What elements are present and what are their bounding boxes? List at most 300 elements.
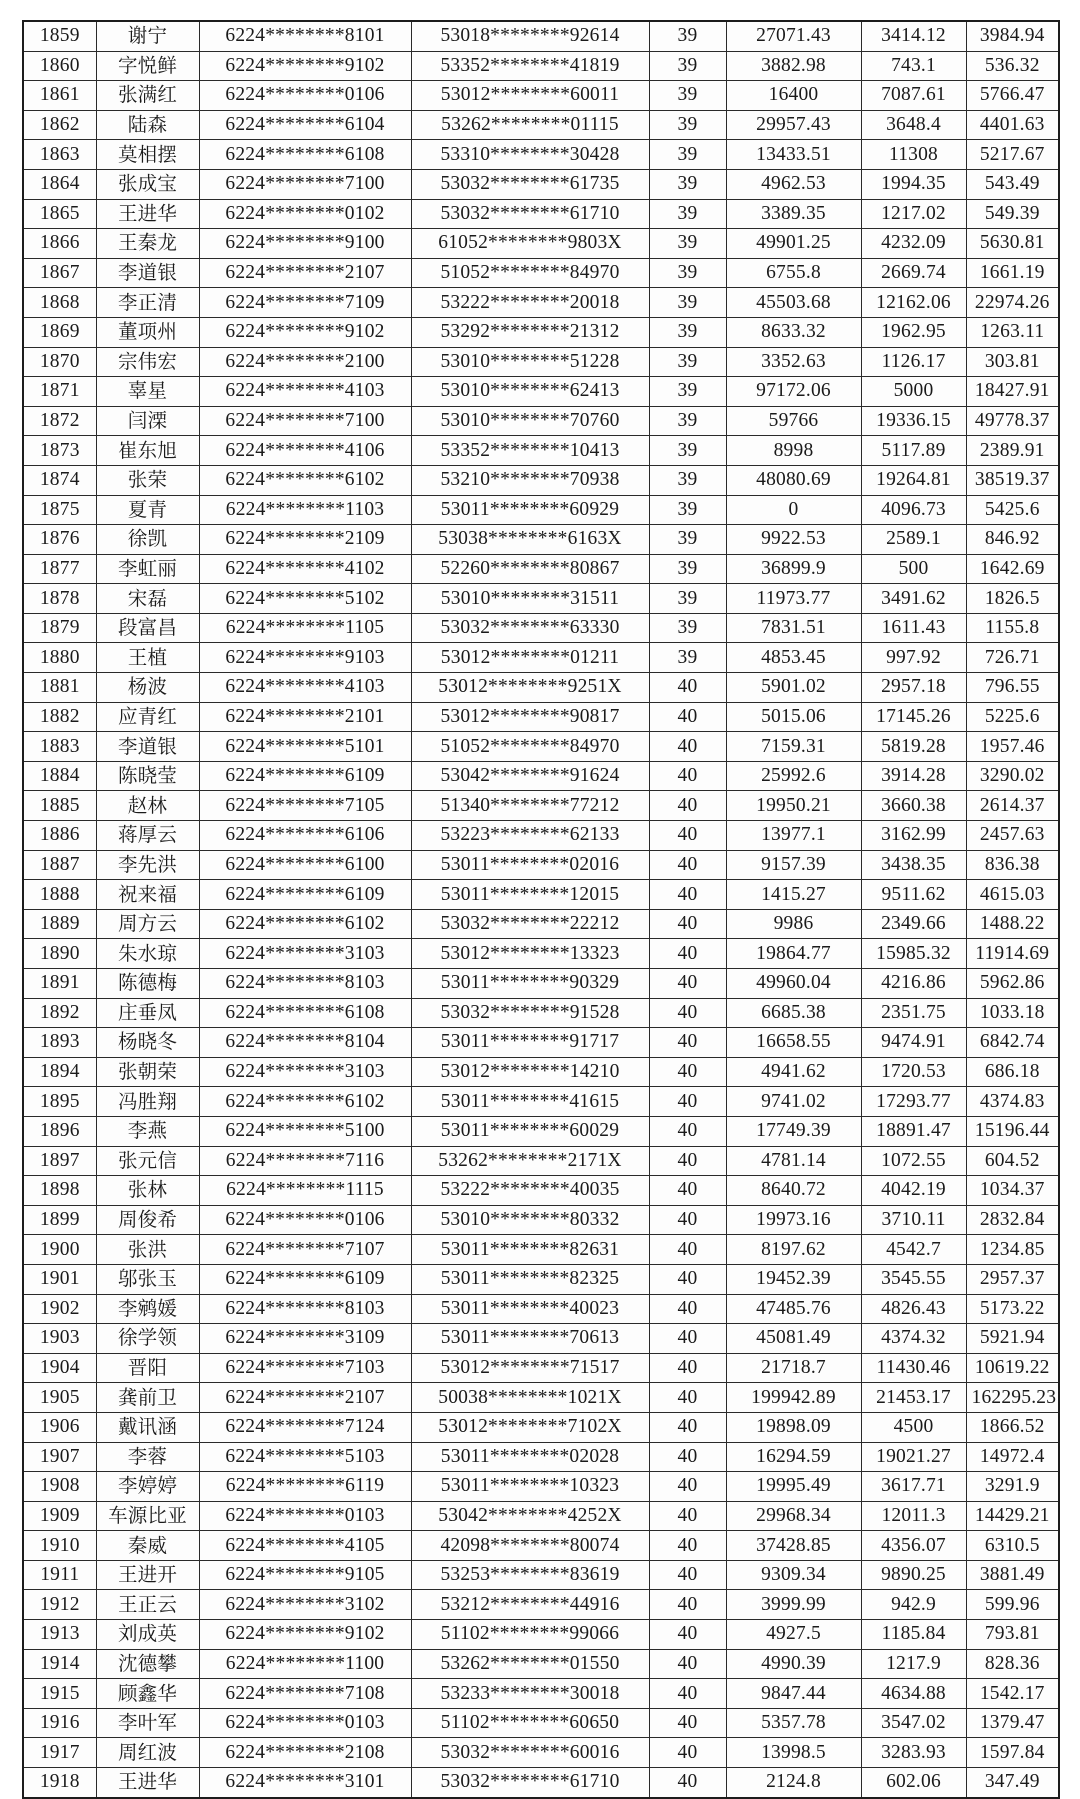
cell-card-number: 6224********6109 xyxy=(199,761,411,791)
cell-amount-2: 12162.06 xyxy=(861,288,966,318)
cell-sequence: 1871 xyxy=(23,377,96,407)
cell-id-number: 53011********60929 xyxy=(411,495,649,525)
cell-amount-2: 19336.15 xyxy=(861,406,966,436)
table-row xyxy=(23,702,1059,732)
cell-id-number: 53012********71517 xyxy=(411,1353,649,1383)
cell-id-number: 53212********44916 xyxy=(411,1590,649,1620)
cell-amount-3: 2957.37 xyxy=(966,1264,1059,1294)
cell-card-number: 6224********6108 xyxy=(199,998,411,1028)
cell-amount-2: 5117.89 xyxy=(861,436,966,466)
cell-period: 40 xyxy=(649,1028,726,1058)
cell-name: 顾鑫华 xyxy=(96,1679,199,1709)
cell-name: 李道银 xyxy=(96,258,199,288)
cell-amount-3: 543.49 xyxy=(966,169,1059,199)
cell-id-number: 53253********83619 xyxy=(411,1560,649,1590)
cell-amount-1: 25992.6 xyxy=(726,761,861,791)
cell-amount-1: 27071.43 xyxy=(726,21,861,51)
cell-amount-2: 17145.26 xyxy=(861,702,966,732)
cell-period: 39 xyxy=(649,525,726,555)
cell-period: 40 xyxy=(649,1294,726,1324)
cell-amount-1: 2124.8 xyxy=(726,1768,861,1798)
cell-amount-2: 2669.74 xyxy=(861,258,966,288)
cell-card-number: 6224********7107 xyxy=(199,1235,411,1265)
cell-sequence: 1863 xyxy=(23,140,96,170)
cell-name: 王进华 xyxy=(96,1768,199,1798)
cell-sequence: 1889 xyxy=(23,909,96,939)
cell-id-number: 51102********60650 xyxy=(411,1708,649,1738)
cell-name: 崔东旭 xyxy=(96,436,199,466)
table-row xyxy=(23,850,1059,880)
cell-sequence: 1911 xyxy=(23,1560,96,1590)
cell-amount-2: 12011.3 xyxy=(861,1501,966,1531)
cell-amount-3: 10619.22 xyxy=(966,1353,1059,1383)
table-row xyxy=(23,1264,1059,1294)
cell-sequence: 1896 xyxy=(23,1116,96,1146)
cell-period: 39 xyxy=(649,169,726,199)
cell-period: 40 xyxy=(649,1560,726,1590)
cell-amount-2: 4374.32 xyxy=(861,1324,966,1354)
cell-amount-1: 3389.35 xyxy=(726,199,861,229)
cell-card-number: 6224********1105 xyxy=(199,613,411,643)
cell-card-number: 6224********8104 xyxy=(199,1028,411,1058)
cell-sequence: 1874 xyxy=(23,465,96,495)
cell-id-number: 53011********40023 xyxy=(411,1294,649,1324)
cell-card-number: 6224********2107 xyxy=(199,258,411,288)
cell-sequence: 1898 xyxy=(23,1176,96,1206)
cell-id-number: 53262********01550 xyxy=(411,1649,649,1679)
cell-sequence: 1870 xyxy=(23,347,96,377)
table-row xyxy=(23,110,1059,140)
cell-amount-3: 549.39 xyxy=(966,199,1059,229)
cell-amount-1: 47485.76 xyxy=(726,1294,861,1324)
cell-name: 王正云 xyxy=(96,1590,199,1620)
cell-amount-2: 5000 xyxy=(861,377,966,407)
cell-period: 40 xyxy=(649,909,726,939)
cell-card-number: 6224********6119 xyxy=(199,1472,411,1502)
cell-id-number: 53011********41615 xyxy=(411,1087,649,1117)
cell-sequence: 1918 xyxy=(23,1768,96,1798)
cell-amount-3: 793.81 xyxy=(966,1620,1059,1650)
cell-sequence: 1886 xyxy=(23,821,96,851)
cell-id-number: 53011********02016 xyxy=(411,850,649,880)
cell-name: 冯胜翔 xyxy=(96,1087,199,1117)
cell-card-number: 6224********4106 xyxy=(199,436,411,466)
cell-amount-2: 3660.38 xyxy=(861,791,966,821)
cell-period: 40 xyxy=(649,1087,726,1117)
cell-card-number: 6224********1103 xyxy=(199,495,411,525)
cell-sequence: 1873 xyxy=(23,436,96,466)
cell-name: 龚前卫 xyxy=(96,1383,199,1413)
cell-period: 40 xyxy=(649,1146,726,1176)
cell-amount-2: 2957.18 xyxy=(861,673,966,703)
cell-name: 刘成英 xyxy=(96,1620,199,1650)
cell-period: 40 xyxy=(649,1383,726,1413)
cell-amount-2: 1611.43 xyxy=(861,613,966,643)
cell-name: 宋磊 xyxy=(96,584,199,614)
cell-card-number: 6224********5100 xyxy=(199,1116,411,1146)
cell-amount-2: 3547.02 xyxy=(861,1708,966,1738)
cell-amount-3: 2614.37 xyxy=(966,791,1059,821)
cell-amount-3: 3291.9 xyxy=(966,1472,1059,1502)
cell-sequence: 1916 xyxy=(23,1708,96,1738)
cell-amount-1: 5901.02 xyxy=(726,673,861,703)
cell-amount-3: 5921.94 xyxy=(966,1324,1059,1354)
cell-amount-2: 11430.46 xyxy=(861,1353,966,1383)
cell-amount-1: 16658.55 xyxy=(726,1028,861,1058)
cell-amount-3: 4374.83 xyxy=(966,1087,1059,1117)
cell-sequence: 1912 xyxy=(23,1590,96,1620)
cell-name: 段富昌 xyxy=(96,613,199,643)
cell-card-number: 6224********7100 xyxy=(199,169,411,199)
cell-id-number: 53018********92614 xyxy=(411,21,649,51)
cell-name: 张朝荣 xyxy=(96,1057,199,1087)
cell-amount-1: 8197.62 xyxy=(726,1235,861,1265)
cell-id-number: 53011********60029 xyxy=(411,1116,649,1146)
table-row xyxy=(23,377,1059,407)
cell-id-number: 51102********99066 xyxy=(411,1620,649,1650)
cell-amount-2: 3617.71 xyxy=(861,1472,966,1502)
cell-amount-3: 1379.47 xyxy=(966,1708,1059,1738)
cell-amount-3: 1155.8 xyxy=(966,613,1059,643)
cell-id-number: 53011********10323 xyxy=(411,1472,649,1502)
cell-amount-2: 9511.62 xyxy=(861,880,966,910)
cell-card-number: 6224********8103 xyxy=(199,1294,411,1324)
cell-amount-1: 29968.34 xyxy=(726,1501,861,1531)
cell-amount-1: 9847.44 xyxy=(726,1679,861,1709)
cell-sequence: 1895 xyxy=(23,1087,96,1117)
cell-name: 李叶军 xyxy=(96,1708,199,1738)
cell-amount-2: 3438.35 xyxy=(861,850,966,880)
cell-period: 40 xyxy=(649,1324,726,1354)
cell-period: 40 xyxy=(649,1116,726,1146)
cell-period: 40 xyxy=(649,1472,726,1502)
cell-sequence: 1880 xyxy=(23,643,96,673)
cell-period: 39 xyxy=(649,495,726,525)
cell-amount-1: 7159.31 xyxy=(726,732,861,762)
cell-amount-2: 3914.28 xyxy=(861,761,966,791)
cell-id-number: 53011********91717 xyxy=(411,1028,649,1058)
cell-amount-1: 9741.02 xyxy=(726,1087,861,1117)
cell-amount-3: 6842.74 xyxy=(966,1028,1059,1058)
cell-amount-2: 1994.35 xyxy=(861,169,966,199)
cell-amount-3: 536.32 xyxy=(966,51,1059,81)
cell-id-number: 53012********9251X xyxy=(411,673,649,703)
cell-card-number: 6224********1115 xyxy=(199,1176,411,1206)
cell-id-number: 53210********70938 xyxy=(411,465,649,495)
cell-period: 39 xyxy=(649,347,726,377)
cell-card-number: 6224********9100 xyxy=(199,229,411,259)
cell-amount-2: 4826.43 xyxy=(861,1294,966,1324)
table-row xyxy=(23,1768,1059,1798)
cell-amount-1: 11973.77 xyxy=(726,584,861,614)
cell-name: 董项州 xyxy=(96,317,199,347)
cell-period: 40 xyxy=(649,732,726,762)
cell-period: 40 xyxy=(649,1057,726,1087)
cell-sequence: 1894 xyxy=(23,1057,96,1087)
cell-amount-1: 19898.09 xyxy=(726,1412,861,1442)
cell-amount-1: 13977.1 xyxy=(726,821,861,851)
cell-amount-2: 4216.86 xyxy=(861,969,966,999)
cell-id-number: 53032********61710 xyxy=(411,199,649,229)
cell-amount-1: 16294.59 xyxy=(726,1442,861,1472)
cell-sequence: 1905 xyxy=(23,1383,96,1413)
cell-sequence: 1866 xyxy=(23,229,96,259)
cell-id-number: 53010********62413 xyxy=(411,377,649,407)
cell-amount-3: 5425.6 xyxy=(966,495,1059,525)
cell-amount-2: 4042.19 xyxy=(861,1176,966,1206)
cell-amount-3: 1597.84 xyxy=(966,1738,1059,1768)
cell-id-number: 51052********84970 xyxy=(411,258,649,288)
cell-id-number: 53233********30018 xyxy=(411,1679,649,1709)
table-row xyxy=(23,1087,1059,1117)
cell-name: 蒋厚云 xyxy=(96,821,199,851)
cell-period: 40 xyxy=(649,1679,726,1709)
cell-name: 车源比亚 xyxy=(96,1501,199,1531)
cell-id-number: 53011********90329 xyxy=(411,969,649,999)
cell-amount-2: 21453.17 xyxy=(861,1383,966,1413)
cell-name: 李燕 xyxy=(96,1116,199,1146)
cell-name: 沈德攀 xyxy=(96,1649,199,1679)
cell-id-number: 53012********13323 xyxy=(411,939,649,969)
cell-card-number: 6224********0103 xyxy=(199,1708,411,1738)
cell-card-number: 6224********6100 xyxy=(199,850,411,880)
cell-amount-2: 997.92 xyxy=(861,643,966,673)
cell-name: 张满红 xyxy=(96,81,199,111)
cell-name: 陈晓莹 xyxy=(96,761,199,791)
cell-amount-3: 38519.37 xyxy=(966,465,1059,495)
cell-sequence: 1860 xyxy=(23,51,96,81)
cell-card-number: 6224********8103 xyxy=(199,969,411,999)
cell-name: 谢宁 xyxy=(96,21,199,51)
cell-id-number: 53310********30428 xyxy=(411,140,649,170)
cell-name: 戴讯涵 xyxy=(96,1412,199,1442)
cell-card-number: 6224********2108 xyxy=(199,1738,411,1768)
cell-amount-2: 3283.93 xyxy=(861,1738,966,1768)
cell-amount-1: 3882.98 xyxy=(726,51,861,81)
cell-amount-3: 846.92 xyxy=(966,525,1059,555)
cell-id-number: 53032********61710 xyxy=(411,1768,649,1798)
cell-amount-2: 1072.55 xyxy=(861,1146,966,1176)
cell-card-number: 6224********5103 xyxy=(199,1442,411,1472)
table-row xyxy=(23,909,1059,939)
cell-amount-2: 2589.1 xyxy=(861,525,966,555)
table-row xyxy=(23,1116,1059,1146)
cell-name: 李正清 xyxy=(96,288,199,318)
cell-card-number: 6224********5102 xyxy=(199,584,411,614)
cell-card-number: 6224********6104 xyxy=(199,110,411,140)
cell-amount-2: 1126.17 xyxy=(861,347,966,377)
cell-name: 陈德梅 xyxy=(96,969,199,999)
table-row xyxy=(23,140,1059,170)
table-row xyxy=(23,673,1059,703)
cell-id-number: 53011********70613 xyxy=(411,1324,649,1354)
cell-card-number: 6224********0106 xyxy=(199,81,411,111)
cell-id-number: 53012********7102X xyxy=(411,1412,649,1442)
table-row xyxy=(23,880,1059,910)
cell-amount-3: 1033.18 xyxy=(966,998,1059,1028)
cell-id-number: 53011********12015 xyxy=(411,880,649,910)
cell-name: 夏青 xyxy=(96,495,199,525)
cell-card-number: 6224********3101 xyxy=(199,1768,411,1798)
cell-sequence: 1914 xyxy=(23,1649,96,1679)
cell-sequence: 1903 xyxy=(23,1324,96,1354)
cell-amount-2: 18891.47 xyxy=(861,1116,966,1146)
cell-amount-3: 15196.44 xyxy=(966,1116,1059,1146)
cell-amount-1: 8633.32 xyxy=(726,317,861,347)
cell-amount-1: 1415.27 xyxy=(726,880,861,910)
cell-amount-1: 13998.5 xyxy=(726,1738,861,1768)
cell-id-number: 53352********41819 xyxy=(411,51,649,81)
cell-name: 李先洪 xyxy=(96,850,199,880)
table-row xyxy=(23,1383,1059,1413)
cell-card-number: 6224********2101 xyxy=(199,702,411,732)
cell-sequence: 1902 xyxy=(23,1294,96,1324)
table-row xyxy=(23,51,1059,81)
cell-amount-1: 19950.21 xyxy=(726,791,861,821)
cell-period: 40 xyxy=(649,1235,726,1265)
table-row xyxy=(23,1412,1059,1442)
cell-amount-3: 5766.47 xyxy=(966,81,1059,111)
cell-amount-2: 15985.32 xyxy=(861,939,966,969)
cell-period: 40 xyxy=(649,880,726,910)
cell-amount-2: 3162.99 xyxy=(861,821,966,851)
cell-period: 39 xyxy=(649,140,726,170)
cell-name: 李道银 xyxy=(96,732,199,762)
cell-card-number: 6224********8101 xyxy=(199,21,411,51)
cell-name: 赵林 xyxy=(96,791,199,821)
cell-amount-3: 18427.91 xyxy=(966,377,1059,407)
table-row xyxy=(23,406,1059,436)
table-row xyxy=(23,465,1059,495)
cell-id-number: 53012********14210 xyxy=(411,1057,649,1087)
cell-sequence: 1877 xyxy=(23,554,96,584)
cell-name: 应青红 xyxy=(96,702,199,732)
cell-amount-2: 3545.55 xyxy=(861,1264,966,1294)
cell-amount-3: 3881.49 xyxy=(966,1560,1059,1590)
cell-period: 40 xyxy=(649,1708,726,1738)
cell-sequence: 1869 xyxy=(23,317,96,347)
cell-period: 39 xyxy=(649,51,726,81)
table-row xyxy=(23,732,1059,762)
cell-amount-2: 3710.11 xyxy=(861,1205,966,1235)
cell-amount-1: 49960.04 xyxy=(726,969,861,999)
cell-id-number: 53352********10413 xyxy=(411,436,649,466)
cell-id-number: 53262********01115 xyxy=(411,110,649,140)
cell-amount-1: 9157.39 xyxy=(726,850,861,880)
table-row xyxy=(23,1531,1059,1561)
cell-amount-1: 6755.8 xyxy=(726,258,861,288)
cell-period: 40 xyxy=(649,998,726,1028)
cell-card-number: 6224********7124 xyxy=(199,1412,411,1442)
cell-id-number: 53011********82631 xyxy=(411,1235,649,1265)
table-row xyxy=(23,1620,1059,1650)
cell-name: 祝来福 xyxy=(96,880,199,910)
cell-period: 40 xyxy=(649,1353,726,1383)
cell-amount-3: 604.52 xyxy=(966,1146,1059,1176)
cell-period: 39 xyxy=(649,21,726,51)
cell-card-number: 6224********4102 xyxy=(199,554,411,584)
cell-name: 李虹丽 xyxy=(96,554,199,584)
cell-card-number: 6224********9105 xyxy=(199,1560,411,1590)
cell-sequence: 1883 xyxy=(23,732,96,762)
cell-sequence: 1909 xyxy=(23,1501,96,1531)
cell-card-number: 6224********2107 xyxy=(199,1383,411,1413)
cell-period: 40 xyxy=(649,1590,726,1620)
cell-sequence: 1885 xyxy=(23,791,96,821)
table-row xyxy=(23,969,1059,999)
cell-id-number: 53222********20018 xyxy=(411,288,649,318)
cell-period: 39 xyxy=(649,584,726,614)
cell-amount-2: 4232.09 xyxy=(861,229,966,259)
cell-id-number: 53032********22212 xyxy=(411,909,649,939)
cell-amount-3: 5630.81 xyxy=(966,229,1059,259)
cell-name: 张林 xyxy=(96,1176,199,1206)
cell-card-number: 6224********7109 xyxy=(199,288,411,318)
table-row xyxy=(23,1205,1059,1235)
cell-name: 李婷婷 xyxy=(96,1472,199,1502)
cell-amount-2: 1185.84 xyxy=(861,1620,966,1650)
cell-amount-2: 500 xyxy=(861,554,966,584)
cell-sequence: 1887 xyxy=(23,850,96,880)
cell-amount-3: 14972.4 xyxy=(966,1442,1059,1472)
cell-period: 40 xyxy=(649,702,726,732)
cell-amount-1: 199942.89 xyxy=(726,1383,861,1413)
cell-amount-3: 11914.69 xyxy=(966,939,1059,969)
cell-card-number: 6224********7100 xyxy=(199,406,411,436)
cell-amount-3: 22974.26 xyxy=(966,288,1059,318)
cell-id-number: 53038********6163X xyxy=(411,525,649,555)
cell-amount-1: 17749.39 xyxy=(726,1116,861,1146)
cell-amount-3: 1826.5 xyxy=(966,584,1059,614)
cell-sequence: 1888 xyxy=(23,880,96,910)
cell-sequence: 1882 xyxy=(23,702,96,732)
cell-sequence: 1868 xyxy=(23,288,96,318)
cell-name: 张成宝 xyxy=(96,169,199,199)
table-row xyxy=(23,1649,1059,1679)
table-row xyxy=(23,1708,1059,1738)
cell-card-number: 6224********6102 xyxy=(199,465,411,495)
cell-amount-3: 686.18 xyxy=(966,1057,1059,1087)
cell-card-number: 6224********4105 xyxy=(199,1531,411,1561)
table-row xyxy=(23,791,1059,821)
cell-amount-3: 1542.17 xyxy=(966,1679,1059,1709)
table-row xyxy=(23,1560,1059,1590)
cell-amount-1: 0 xyxy=(726,495,861,525)
cell-amount-1: 49901.25 xyxy=(726,229,861,259)
cell-amount-2: 19021.27 xyxy=(861,1442,966,1472)
cell-amount-3: 5225.6 xyxy=(966,702,1059,732)
cell-amount-3: 347.49 xyxy=(966,1768,1059,1798)
cell-id-number: 53032********60016 xyxy=(411,1738,649,1768)
cell-amount-2: 2351.75 xyxy=(861,998,966,1028)
cell-amount-3: 1263.11 xyxy=(966,317,1059,347)
cell-amount-3: 1488.22 xyxy=(966,909,1059,939)
cell-amount-2: 17293.77 xyxy=(861,1087,966,1117)
cell-amount-1: 4853.45 xyxy=(726,643,861,673)
table-row xyxy=(23,1324,1059,1354)
cell-sequence: 1875 xyxy=(23,495,96,525)
cell-name: 张元信 xyxy=(96,1146,199,1176)
table-row xyxy=(23,1353,1059,1383)
cell-sequence: 1891 xyxy=(23,969,96,999)
cell-period: 39 xyxy=(649,406,726,436)
cell-id-number: 53010********80332 xyxy=(411,1205,649,1235)
cell-amount-1: 4941.62 xyxy=(726,1057,861,1087)
cell-card-number: 6224********6109 xyxy=(199,1264,411,1294)
cell-amount-1: 37428.85 xyxy=(726,1531,861,1561)
cell-amount-3: 2389.91 xyxy=(966,436,1059,466)
cell-name: 晋阳 xyxy=(96,1353,199,1383)
